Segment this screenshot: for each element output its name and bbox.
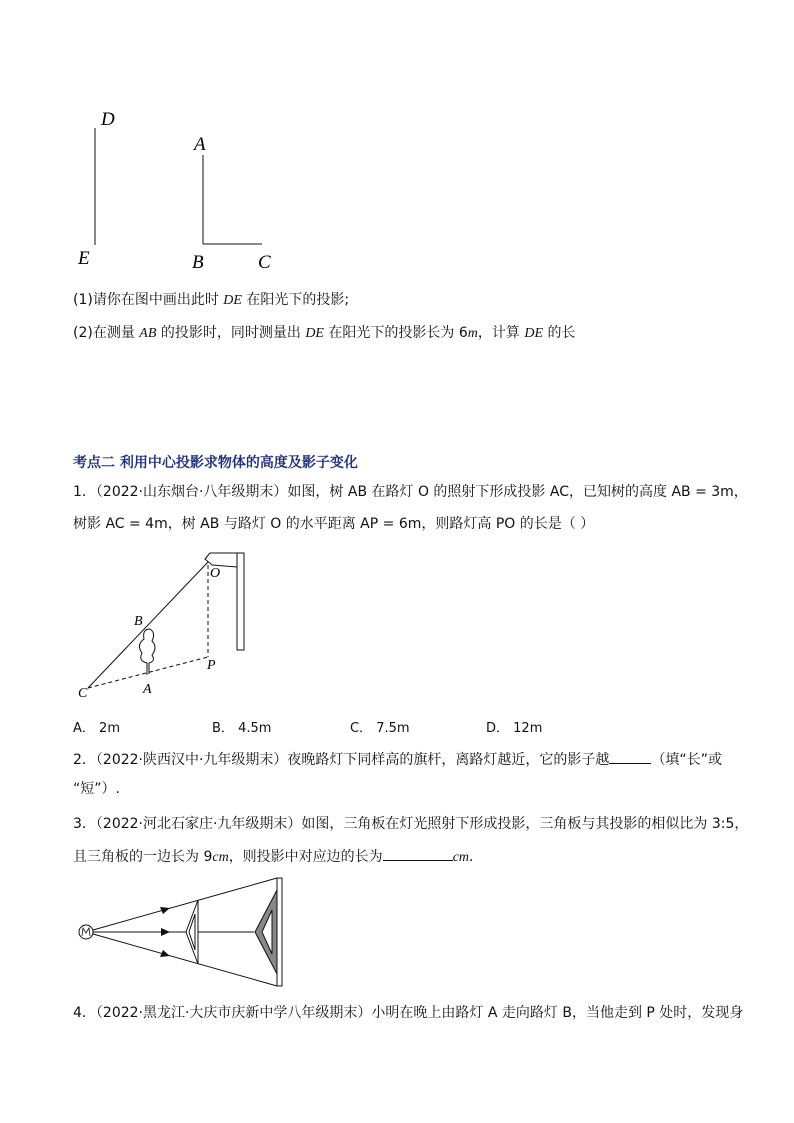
part2-pre: 在测量 [92, 325, 140, 341]
label-o: O [210, 566, 221, 581]
q2-answer-blank[interactable] [609, 749, 651, 764]
q1-option-a[interactable] [73, 717, 120, 736]
part2-num: (2) [73, 325, 93, 341]
option-a-text: 2m [99, 721, 120, 736]
option-d-letter: D． [486, 721, 510, 736]
q3-line2 [73, 846, 483, 868]
q1-option-c[interactable] [350, 717, 410, 736]
lamp-pole [237, 553, 244, 650]
part1-pre: 请你在图中画出此时 [92, 292, 224, 308]
part2-mid3: ，计算 [477, 325, 525, 341]
q3-line2-pre: 且三角板的一边长为 9 [73, 849, 213, 865]
arrow-bottom [160, 950, 170, 957]
q2-line2: “短”）. [73, 781, 120, 797]
part1-var: DE [223, 293, 242, 308]
section-title: 考点二 利用中心投影求物体的高度及影子变化 [73, 455, 358, 471]
label-c: C [258, 252, 271, 273]
figure-street-lamp [70, 545, 270, 705]
ray-bottom [93, 934, 277, 986]
option-b-text: 4.5m [238, 721, 272, 736]
part2-unit: m [467, 326, 478, 341]
ray-top [93, 878, 277, 930]
q3-line2-unit: cm [212, 850, 229, 865]
option-b-letter: B． [212, 721, 234, 736]
arrow-mid [161, 928, 170, 936]
part1-post: 在阳光下的投影; [241, 292, 350, 308]
part2-var2: DE [305, 326, 324, 341]
part2-var1: AB [139, 326, 157, 341]
option-a-letter: A． [73, 721, 95, 736]
q2-line1-post: （填“长”或 [651, 752, 722, 768]
label-a: A [194, 134, 206, 155]
q1-option-d[interactable] [486, 717, 542, 736]
part2-mid1: 的投影时，同时测量出 [156, 325, 306, 341]
part2-text [73, 323, 576, 344]
q4-line1: 4．（2022·黑龙江·大庆市庆新中学八年级期末）小明在晚上由路灯 A 走向路灯 B，当他走到 P 处时，发现身 [73, 1005, 744, 1021]
q3-line1: 3．（2022·河北石家庄·九年级期末）如图，三角板在灯光照射下形成投影，三角板与其投影的相似比为 3:5， [73, 816, 749, 832]
q3-answer-blank[interactable] [383, 846, 453, 861]
option-c-letter: C． [350, 721, 373, 736]
label-a-tree: A [143, 682, 152, 697]
label-e: E [78, 248, 90, 269]
q1-option-b[interactable] [212, 717, 271, 736]
bulb-icon [79, 925, 93, 939]
label-b-tree: B [134, 614, 143, 629]
part2-post: 的长 [543, 325, 576, 341]
part1-num: (1) [73, 292, 93, 308]
part2-var3: DE [524, 326, 544, 341]
figure-triangle-projection [74, 872, 284, 992]
lamp-arm [205, 553, 237, 567]
q3-line2-mid: ，则投影中对应边的长为 [228, 849, 383, 865]
label-p: P [207, 658, 216, 673]
arrow-top [160, 907, 170, 914]
part1-text [73, 290, 349, 311]
q3-line2-unit2: cm [452, 850, 470, 865]
projection-screen [277, 878, 282, 986]
tree [139, 629, 155, 675]
option-c-text: 7.5m [376, 721, 410, 736]
q1-line2: 树影 AC = 4m，树 AB 与路灯 O 的水平距离 AP = 6m，则路灯高 PO 的长是（ ） [73, 516, 595, 532]
q2-line1 [73, 749, 722, 770]
label-d: D [101, 109, 115, 130]
label-c-tree: C [78, 686, 88, 701]
figure-de-ab [70, 100, 290, 275]
option-d-text: 12m [513, 721, 543, 736]
label-b: B [192, 252, 204, 273]
q3-line2-post: ． [469, 849, 484, 865]
part2-mid2: 在阳光下的投影长为 6 [323, 325, 468, 341]
q1-line1: 1．（2022·山东烟台·八年级期末）如图，树 AB 在路灯 O 的照射下形成投影 AC，已知树的高度 AB = 3m， [73, 484, 748, 500]
q2-line1-pre: 2．（2022·陕西汉中·九年级期末）夜晚路灯下同样高的旗杆，离路灯越近，它的影子越 [73, 752, 610, 768]
